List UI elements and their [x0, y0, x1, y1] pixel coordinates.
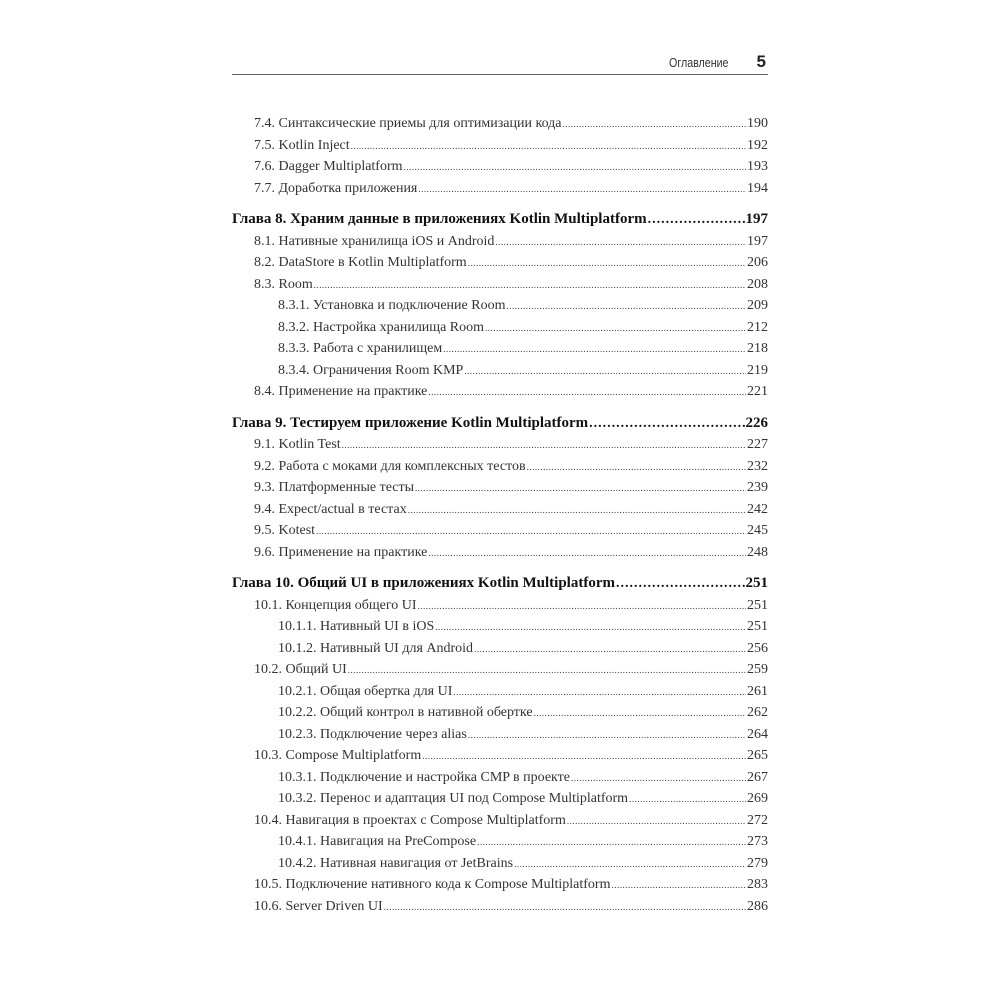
toc-subsection-entry[interactable]: [232, 853, 768, 875]
toc-entry-page: 208: [747, 276, 768, 292]
toc-entry-title: 8.3. Room: [254, 276, 313, 292]
toc-entry-title: 10.2. Общий UI: [254, 662, 347, 677]
toc-chapter-entry[interactable]: [232, 209, 768, 231]
toc-entry-title: 10.2.2. Общий контрол в нативной обертке: [278, 705, 533, 720]
toc-section-entry[interactable]: [232, 874, 768, 896]
toc-section-entry[interactable]: [232, 520, 768, 542]
dot-leader: [342, 435, 746, 457]
toc-entry-title: 10.3.2. Перенос и адаптация UI под Compose Multiplatform: [278, 791, 629, 806]
toc-section-entry[interactable]: [232, 499, 768, 521]
toc-entry-title: 9.1. Kotlin Test: [254, 437, 341, 452]
dot-leader: [506, 296, 746, 318]
toc-entry-page: 209: [747, 298, 768, 313]
dot-leader: [477, 832, 746, 854]
toc-subsection-entry[interactable]: [232, 724, 768, 746]
dot-leader: [629, 789, 746, 811]
toc-entry-title: 8.3.4. Ограничения Room KMP: [278, 362, 464, 378]
toc-entry-page: 239: [747, 480, 768, 495]
dot-leader: [464, 361, 746, 383]
toc-entry-page: 227: [747, 437, 768, 452]
toc-subsection-entry[interactable]: [232, 317, 768, 339]
toc-entry-page: 248: [747, 544, 768, 560]
toc-section-entry[interactable]: [232, 252, 768, 274]
dot-leader: [514, 854, 746, 876]
toc-entry-title: 10.1.1. Нативный UI в iOS: [278, 619, 435, 634]
toc-subsection-entry[interactable]: [232, 702, 768, 724]
dot-leader: [443, 339, 746, 361]
toc-entry-page: 245: [747, 523, 768, 538]
toc-section-entry[interactable]: [232, 542, 768, 564]
dot-leader: [534, 703, 746, 725]
toc-subsection-entry[interactable]: [232, 338, 768, 360]
section-title: Оглавление: [668, 55, 728, 70]
toc-entry-title: 7.5. Kotlin Inject: [254, 137, 350, 153]
toc-entry-page: 267: [747, 769, 768, 785]
dot-leader: [527, 457, 746, 479]
page-number: 5: [756, 52, 766, 71]
dot-leader: [648, 209, 745, 231]
toc-entry-page: 273: [747, 834, 768, 849]
toc-chapter-entry[interactable]: [232, 573, 768, 595]
toc-entry-title: 8.3.2. Настройка хранилища Room: [278, 319, 485, 335]
toc-entry-page: 256: [747, 640, 768, 656]
dot-leader: [422, 746, 746, 768]
toc-section-entry[interactable]: [232, 810, 768, 832]
dot-leader: [435, 617, 746, 639]
dot-leader: [418, 596, 746, 618]
toc-entry-title: 10.3. Compose Multiplatform: [254, 748, 422, 763]
toc-section-entry[interactable]: [232, 434, 768, 456]
toc-entry-title: 9.3. Платформенные тесты: [254, 480, 415, 495]
dot-leader: [485, 318, 746, 340]
dot-leader: [404, 157, 746, 179]
toc-subsection-entry[interactable]: [232, 767, 768, 789]
toc-section-entry[interactable]: [232, 896, 768, 918]
toc-entry-title: 8.3.1. Установка и подключение Room: [278, 298, 506, 313]
toc-section-entry[interactable]: [232, 456, 768, 478]
toc-entry-page: 190: [747, 116, 768, 131]
toc-subsection-entry[interactable]: [232, 295, 768, 317]
toc-entry-title: 7.4. Синтаксические приемы для оптимизации кода: [254, 116, 562, 131]
toc-entry-title: 10.6. Server Driven UI: [254, 898, 383, 914]
toc-section-entry[interactable]: [232, 659, 768, 681]
toc-entry-page: 283: [747, 877, 768, 892]
dot-leader: [314, 275, 746, 297]
toc-entry-page: 232: [747, 458, 768, 474]
dot-leader: [351, 136, 746, 158]
toc-entry-page: 197: [747, 233, 768, 249]
dot-leader: [474, 639, 746, 661]
dot-leader: [468, 253, 746, 275]
toc-entry-title: 8.2. DataStore в Kotlin Multiplatform: [254, 255, 467, 270]
toc-entry-page: 212: [747, 319, 768, 335]
toc-entry-page: 261: [747, 683, 768, 699]
toc-section-entry[interactable]: [232, 595, 768, 617]
toc-entry-title: Глава 9. Тестируем приложение Kotlin Multiplatform: [232, 414, 589, 431]
toc-entry-title: 9.2. Работа с моками для комплексных тестов: [254, 458, 526, 474]
toc-entry-page: 218: [747, 341, 768, 356]
dot-leader: [348, 660, 746, 682]
toc-entry-page: 206: [747, 255, 768, 270]
toc-entry-page: 251: [747, 619, 768, 634]
toc-entry-title: 10.3.1. Подключение и настройка CMP в проекте: [278, 769, 570, 785]
dot-leader: [567, 811, 746, 833]
toc-entry-page: 219: [747, 362, 768, 378]
toc-entry-page: 265: [747, 748, 768, 763]
toc-entry-title: 10.1. Концепция общего UI: [254, 597, 417, 613]
toc-entry-page: 279: [747, 855, 768, 871]
toc-entry-page: 226: [745, 414, 768, 431]
toc-entry-title: 9.4. Expect/actual в тестах: [254, 501, 407, 517]
toc-section-entry[interactable]: [232, 381, 768, 403]
toc-entry-title: 9.5. Kotest: [254, 523, 316, 538]
toc-subsection-entry[interactable]: [232, 681, 768, 703]
toc-entry-title: 8.1. Нативные хранилища iOS и Android: [254, 233, 495, 249]
toc-entry-title: 10.4.1. Навигация на PreCompose: [278, 834, 477, 849]
toc-section-entry[interactable]: [232, 231, 768, 253]
toc-entry-title: 10.2.3. Подключение через alias: [278, 726, 467, 742]
dot-leader: [563, 114, 746, 136]
toc-section-entry[interactable]: [232, 113, 768, 135]
toc-subsection-entry[interactable]: [232, 788, 768, 810]
toc-subsection-entry[interactable]: [232, 616, 768, 638]
toc-section-entry[interactable]: [232, 156, 768, 178]
toc-entry-title: 9.6. Применение на практике: [254, 544, 428, 560]
dot-leader: [616, 573, 745, 595]
toc-section-entry[interactable]: [232, 274, 768, 296]
toc-entry-title: Глава 8. Храним данные в приложениях Kotlin Multiplatform: [232, 211, 647, 227]
dot-leader: [571, 768, 746, 790]
dot-leader: [453, 682, 746, 704]
toc-entry-title: 10.4.2. Нативная навигация от JetBrains: [278, 855, 514, 871]
toc-entry-page: 251: [745, 575, 768, 591]
toc-entry-page: 251: [747, 597, 768, 613]
toc-entry-page: 262: [747, 705, 768, 720]
toc-entry-title: Глава 10. Общий UI в приложениях Kotlin Multiplatform: [232, 575, 615, 591]
toc-entry-page: 192: [747, 137, 768, 153]
toc-entry-page: 272: [747, 812, 768, 828]
toc-entry-title: 10.4. Навигация в проектах с Compose Multiplatform: [254, 812, 566, 828]
dot-leader: [428, 382, 746, 404]
toc-subsection-entry[interactable]: [232, 360, 768, 382]
toc-entry-page: 259: [747, 662, 768, 677]
toc-entry-page: 197: [745, 211, 768, 227]
dot-leader: [418, 179, 746, 201]
dot-leader: [408, 500, 746, 522]
toc-entry-page: 269: [747, 791, 768, 806]
toc-entry-title: 7.7. Доработка приложения: [254, 180, 418, 196]
dot-leader: [589, 413, 744, 435]
dot-leader: [495, 232, 746, 254]
dot-leader: [384, 897, 746, 919]
toc-section-entry[interactable]: [232, 178, 768, 200]
dot-leader: [415, 478, 746, 500]
toc-section-entry[interactable]: [232, 745, 768, 767]
toc-subsection-entry[interactable]: [232, 638, 768, 660]
toc-entry-title: 7.6. Dagger Multiplatform: [254, 159, 403, 174]
toc-entry-page: 242: [747, 501, 768, 517]
toc-entry-page: 264: [747, 726, 768, 742]
toc-entry-page: 193: [747, 159, 768, 174]
toc-entry-title: 8.4. Применение на практике: [254, 384, 428, 399]
toc-entry-title: 8.3.3. Работа с хранилищем: [278, 341, 443, 356]
dot-leader: [468, 725, 746, 747]
toc-section-entry[interactable]: [232, 135, 768, 157]
toc-entry-title: 10.5. Подключение нативного кода к Compose Multiplatform: [254, 877, 611, 892]
toc-entry-page: 221: [747, 384, 768, 399]
dot-leader: [428, 543, 746, 565]
toc-subsection-entry[interactable]: [232, 831, 768, 853]
toc-entry-page: 194: [747, 180, 768, 196]
toc-chapter-entry[interactable]: [232, 413, 768, 435]
dot-leader: [316, 521, 746, 543]
dot-leader: [612, 875, 747, 897]
toc-entry-title: 10.1.2. Нативный UI для Android: [278, 640, 474, 656]
running-header: [232, 50, 768, 75]
toc-section-entry[interactable]: [232, 477, 768, 499]
toc-entry-page: 286: [747, 898, 768, 914]
table-of-contents: [232, 113, 768, 917]
toc-entry-title: 10.2.1. Общая обертка для UI: [278, 683, 453, 699]
